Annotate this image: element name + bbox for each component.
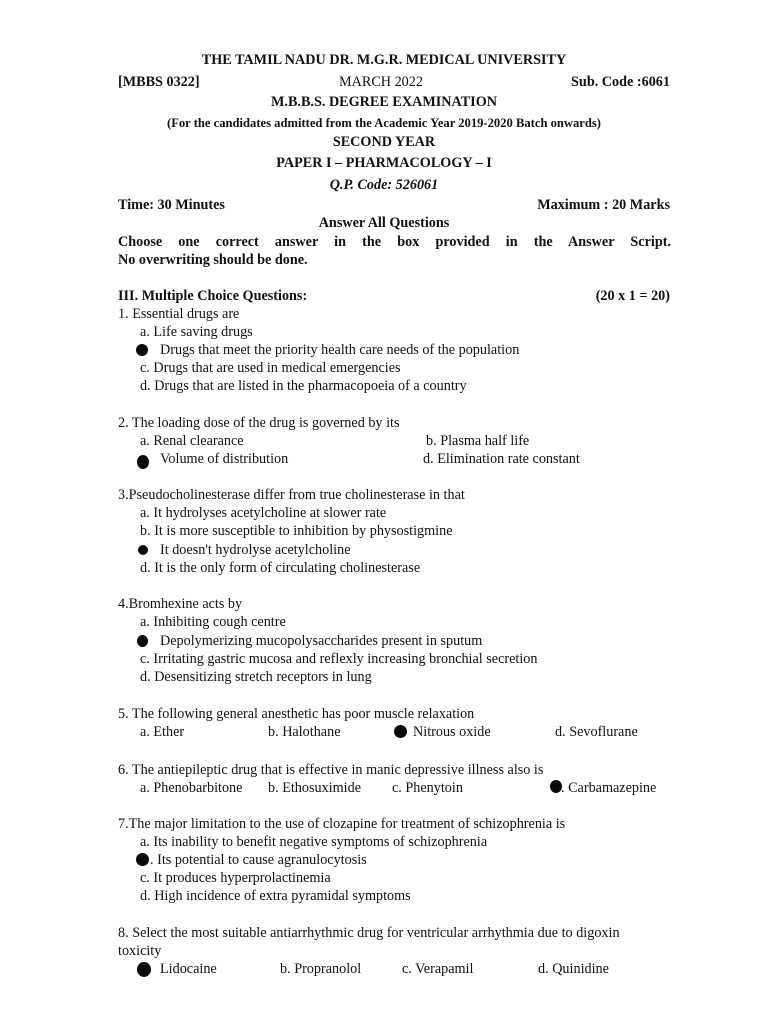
question-7: 7.The major limitation to the use of clozapine for treatment of schizophrenia is [118,816,566,832]
exam-month: MARCH 2022 [339,74,423,90]
answer-all-heading: Answer All Questions [318,215,450,231]
section-marks: (20 x 1 = 20) [595,288,670,304]
q4-option-b: Depolymerizing mucopolysaccharides present in sputum [160,633,483,649]
q3-option-c: It doesn't hydrolyse acetylcholine [160,542,351,558]
instruction-line-1: Choose one correct answer in the box provided in the Answer Script. [118,234,671,250]
q5-option-b: b. Halothane [268,724,341,740]
answer-mark-icon [137,455,149,469]
answer-mark-icon [394,725,407,738]
q4-option-d: d. Desensitizing stretch receptors in lung [140,669,372,685]
q4-option-c: c. Irritating gastric mucosa and reflexly increasing bronchial secretion [140,651,538,667]
q2-option-a: a. Renal clearance [140,433,244,449]
exam-title: M.B.B.S. DEGREE EXAMINATION [271,94,497,110]
qp-code: Q.P. Code: 526061 [329,177,439,193]
q5-option-c: Nitrous oxide [413,724,491,740]
q7-option-b: . Its potential to cause agranulocytosis [150,852,367,868]
q1-option-b: Drugs that meet the priority health care needs of the population [160,342,520,358]
q6-option-d: . Carbamazepine [561,780,657,796]
answer-mark-icon [138,545,148,555]
q1-option-a: a. Life saving drugs [140,324,253,340]
q5-option-a: a. Ether [140,724,185,740]
question-3: 3.Pseudocholinesterase differ from true cholinesterase in that [118,487,465,503]
question-8-continued: toxicity [118,943,162,959]
sub-code: Sub. Code :6061 [571,74,670,90]
batch-note: (For the candidates admitted from the Academic Year 2019-2020 Batch onwards) [167,116,601,130]
question-1: 1. Essential drugs are [118,306,240,322]
question-8: 8. Select the most suitable antiarrhythmic drug for ventricular arrhythmia due to digoxin [118,925,620,941]
q8-option-c: c. Verapamil [402,961,474,977]
q7-option-d: d. High incidence of extra pyramidal symptoms [140,888,411,904]
answer-mark-icon [136,344,148,356]
answer-mark-icon [137,635,148,647]
course-code: [MBBS 0322] [118,74,200,90]
year-title: SECOND YEAR [332,134,436,150]
q3-option-b: b. It is more susceptible to inhibition by physostigmine [140,523,453,539]
q8-option-d: d. Quinidine [538,961,609,977]
q5-option-d: d. Sevoflurane [555,724,638,740]
time-allowed: Time: 30 Minutes [118,197,225,213]
question-4: 4.Bromhexine acts by [118,596,243,612]
q6-option-b: b. Ethosuximide [268,780,362,796]
question-2: 2. The loading dose of the drug is governed by its [118,415,400,431]
q8-option-b: b. Propranolol [280,961,362,977]
q2-option-b: b. Plasma half life [426,433,530,449]
answer-mark-icon [136,853,149,866]
university-title: THE TAMIL NADU DR. M.G.R. MEDICAL UNIVERSITY [201,52,567,68]
q8-option-a: Lidocaine [160,961,217,977]
q6-option-a: a. Phenobarbitone [140,780,243,796]
section-title: III. Multiple Choice Questions: [118,288,308,304]
paper-title: PAPER I – PHARMACOLOGY – I [276,155,492,171]
question-6: 6. The antiepileptic drug that is effective in manic depressive illness also is [118,762,544,778]
q7-option-c: c. It produces hyperprolactinemia [140,870,331,886]
question-5: 5. The following general anesthetic has poor muscle relaxation [118,706,475,722]
q2-option-d: d. Elimination rate constant [423,451,580,467]
q2-option-c: Volume of distribution [160,451,289,467]
q7-option-a: a. Its inability to benefit negative symptoms of schizophrenia [140,834,488,850]
instruction-line-2: No overwriting should be done. [118,252,308,268]
q3-option-a: a. It hydrolyses acetylcholine at slower rate [140,505,387,521]
answer-mark-icon [137,962,151,977]
maximum-marks: Maximum : 20 Marks [537,197,670,213]
q1-option-d: d. Drugs that are listed in the pharmacopoeia of a country [140,378,467,394]
q6-option-c: c. Phenytoin [392,780,463,796]
q3-option-d: d. It is the only form of circulating cholinesterase [140,560,421,576]
q1-option-c: c. Drugs that are used in medical emergencies [140,360,401,376]
q4-option-a: a. Inhibiting cough centre [140,614,286,630]
